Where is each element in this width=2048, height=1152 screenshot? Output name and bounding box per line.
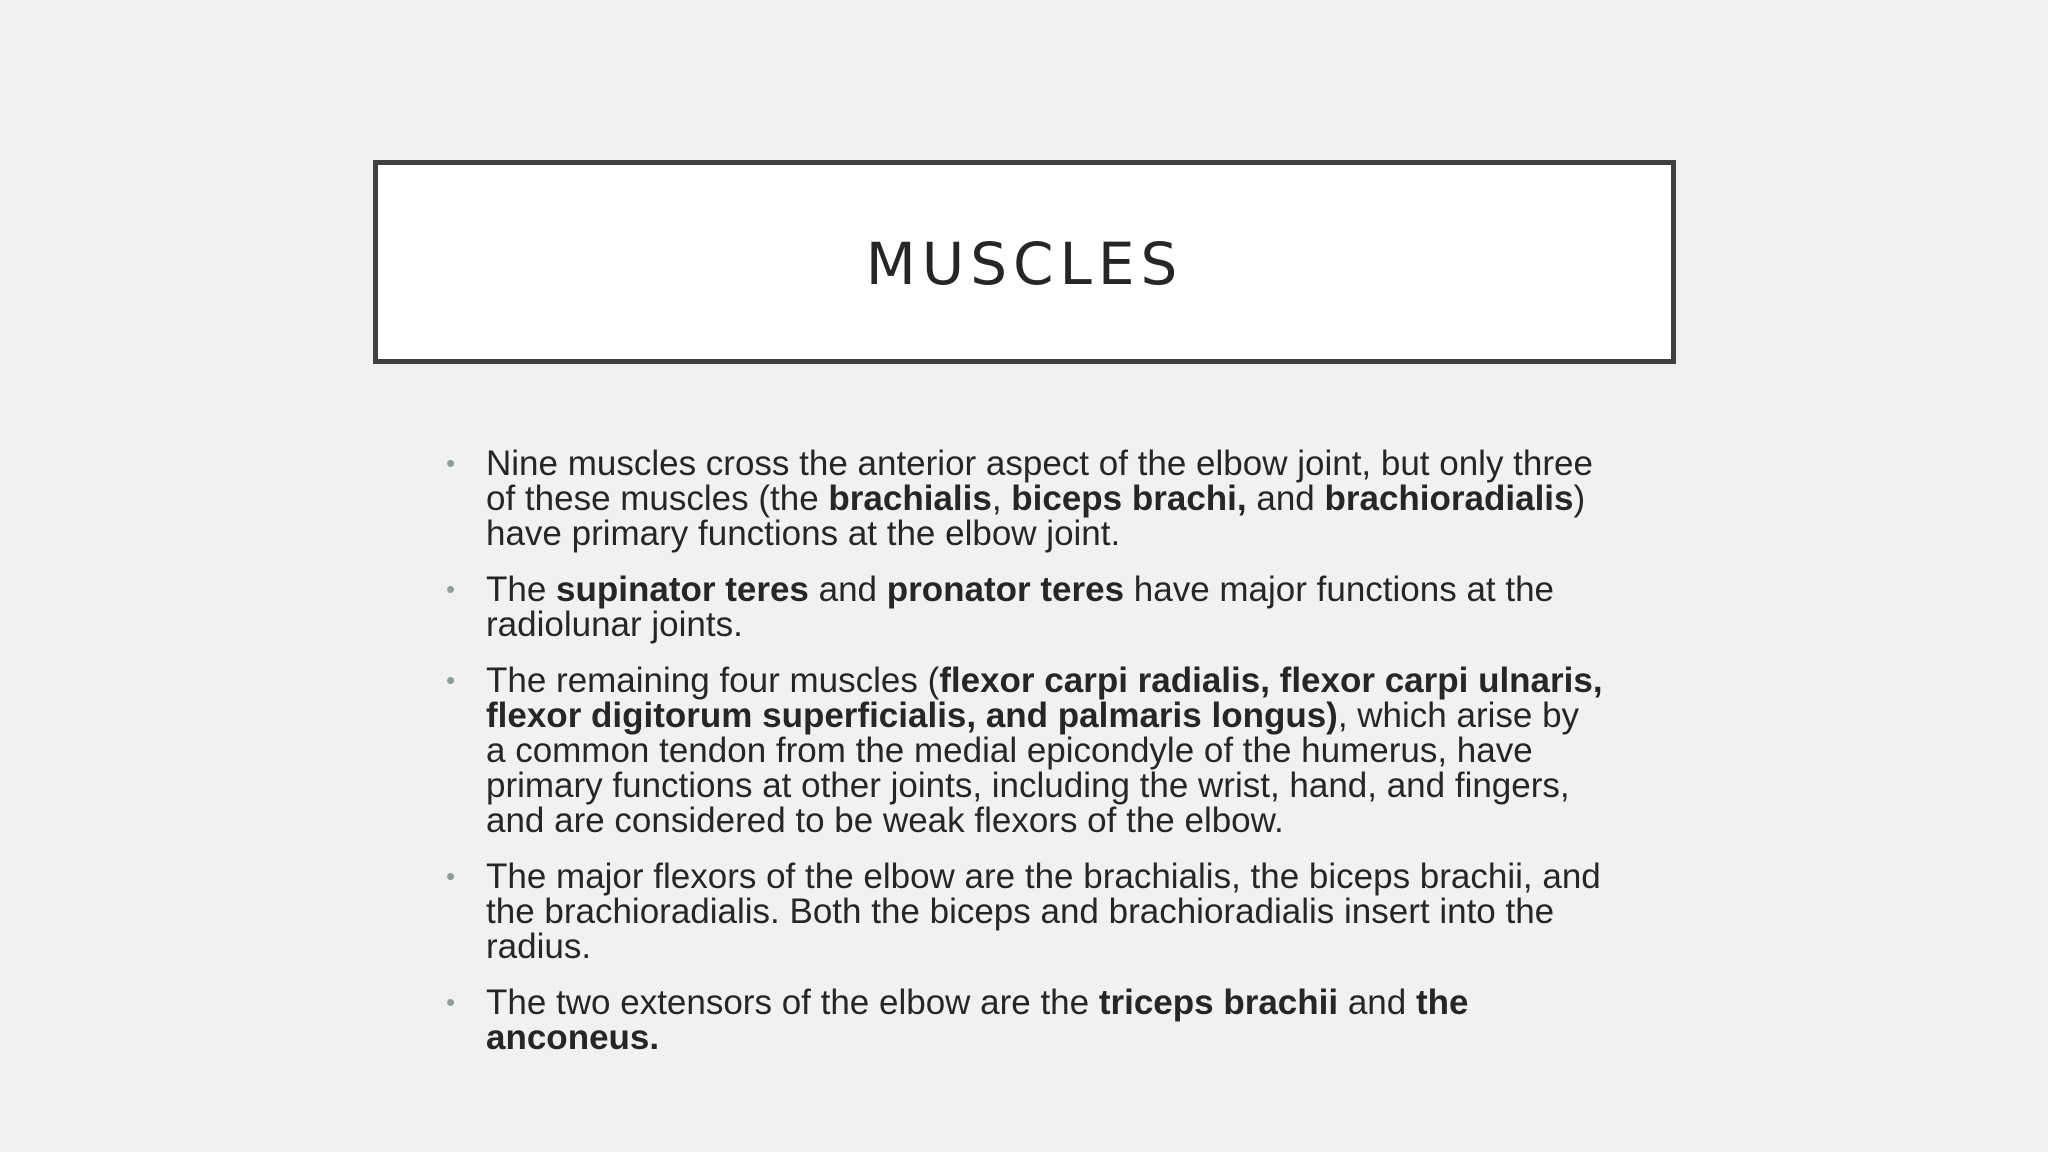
bullet-item (446, 985, 1606, 1055)
text-segment: , which arise by a common tendon from the medial epicondyle of the humerus, have primary functions at other joints, including the wrist, hand, and fingers, and are considered to be weak flexors of the elbow. (486, 696, 1580, 840)
text-segment: have major functions at the radiolunar joints. (486, 570, 1555, 644)
text-segment: and (1338, 983, 1416, 1022)
bullet-item (446, 663, 1606, 838)
bullet-item (446, 859, 1606, 964)
text-segment: The two extensors of the elbow are the (486, 983, 1099, 1022)
bullet-item (446, 572, 1606, 642)
content-area (446, 446, 1606, 1076)
bullet-icon: • (446, 574, 456, 604)
bold-term: brachialis (828, 479, 992, 518)
bullet-list (446, 446, 1606, 1055)
bold-term: triceps brachii (1098, 983, 1339, 1022)
bold-term: biceps brachi, (1011, 479, 1247, 518)
text-segment: Nine muscles cross the anterior aspect of the elbow joint, but only three of these muscles (the (486, 444, 1593, 518)
bold-term: pronator teres (886, 570, 1125, 609)
bold-term: flexor carpi radialis, flexor carpi ulnaris, flexor digitorum superficialis, and palmaris longus) (486, 661, 1603, 735)
bold-term: brachioradialis (1324, 479, 1574, 518)
bold-term: supinator teres (556, 570, 809, 609)
bullet-icon: • (446, 448, 456, 478)
text-segment: The major flexors of the elbow are the brachialis, the biceps brachii, and the brachioradialis. Both the biceps and brachioradialis insert into the radius. (486, 857, 1601, 966)
text-segment: and (1246, 479, 1325, 518)
bullet-icon: • (446, 987, 456, 1017)
title-box (373, 160, 1676, 364)
bullet-icon: • (446, 861, 456, 891)
bullet-text (486, 983, 1468, 1057)
bullet-text (486, 570, 1554, 644)
bullet-item (446, 446, 1606, 551)
bullet-text (486, 444, 1593, 553)
slide-title: MUSCLES (865, 230, 1184, 298)
bold-term: the anconeus. (486, 983, 1469, 1057)
bullet-icon: • (446, 665, 456, 695)
text-segment: ) have primary functions at the elbow joint. (486, 479, 1586, 553)
text-segment: The remaining four muscles ( (486, 661, 940, 700)
bullet-text (486, 857, 1601, 966)
text-segment: and (808, 570, 887, 609)
text-segment: The (486, 570, 557, 609)
bullet-text (486, 661, 1603, 840)
text-segment: , (991, 479, 1012, 518)
